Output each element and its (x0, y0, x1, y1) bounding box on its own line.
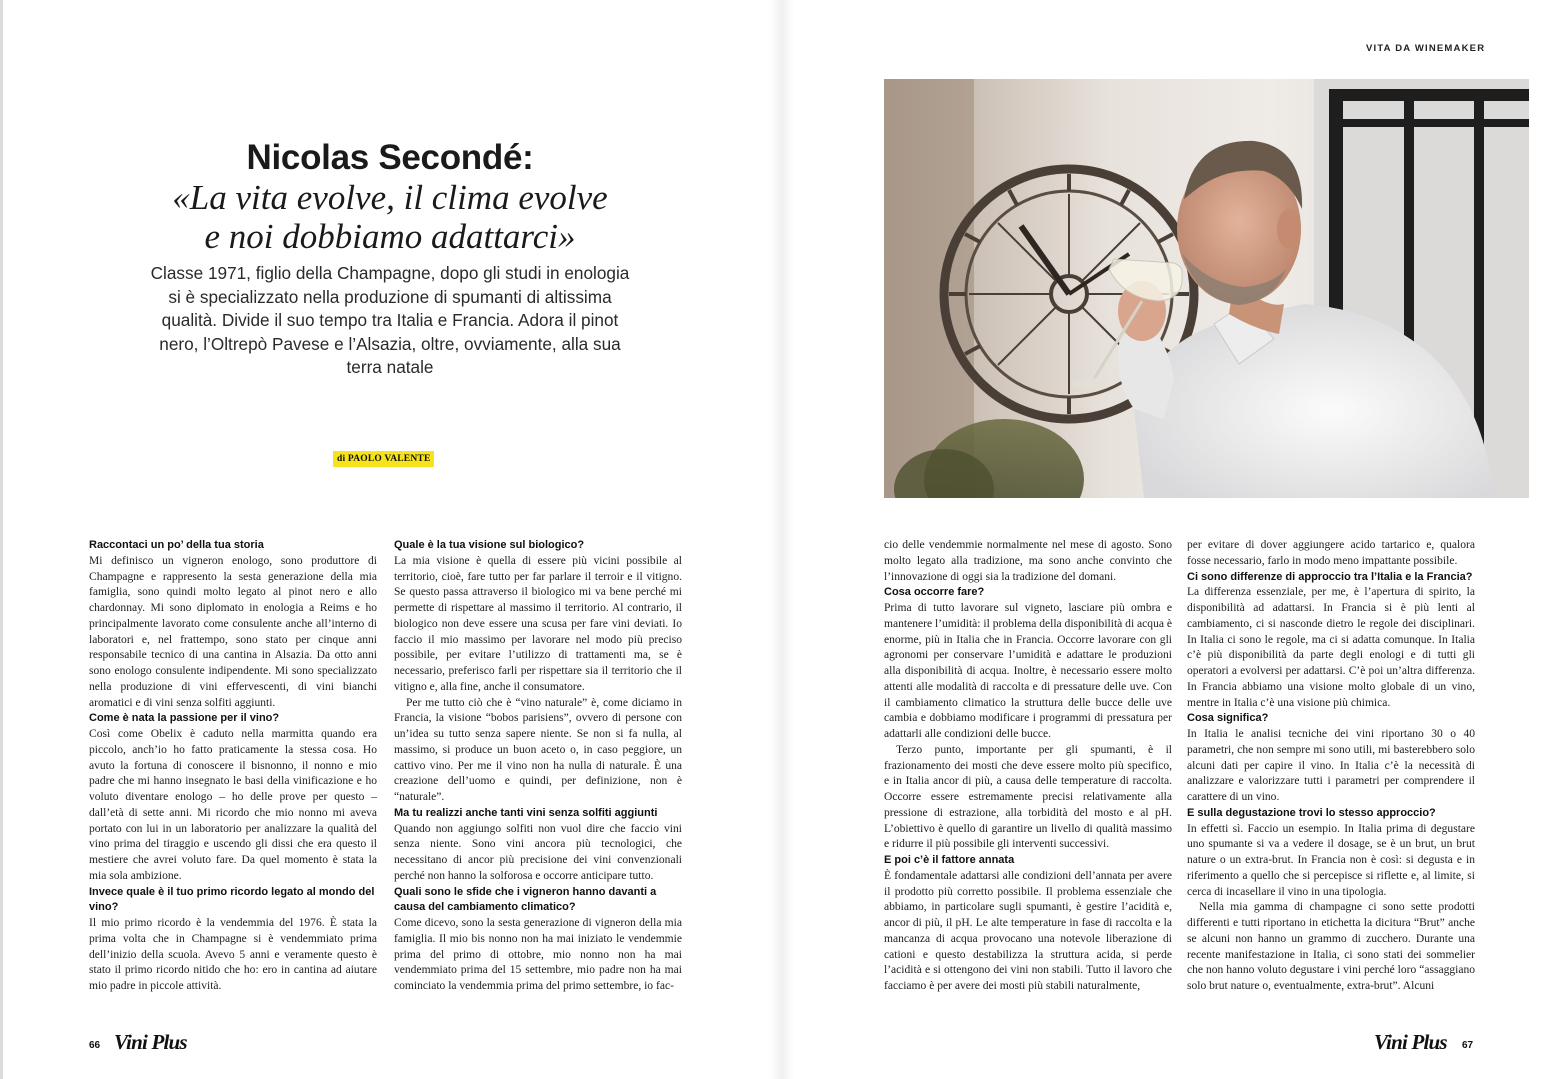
answer-paragraph: Terzo punto, importante per gli spumanti, è il frazionamento dei mosti che deve essere molto più specifico, e in Italia ancor di più, a causa delle temperature di raccolta. Occorre essere estremamente precisi relativamente alla pressione di estrazione, alla torbidità del mosto e al pH. L’obiettivo è quello di garantire un livello di qualità massimo e ridurre il più possibile gli interventi successivi. (884, 743, 1172, 851)
answer-paragraph: per evitare di dover aggiungere acido tartarico e, qualora fosse necessario, farlo in modo meno impattante possibile. (1187, 539, 1475, 567)
answer-paragraph: È fondamentale adattarsi alle condizioni dell’annata per avere il prodotto più corretto possibile. Il problema essenziale che abbiamo, in particolare sugli spumanti, è gestire l’acidità e, ancor di più, il pH. Le alte temperature in fase di raccolta e la mancanza di acqua provocano una notevole liberazione di cationi e questo destabilizza la struttura acida, si perde l’acidità e si ottengono dei vini non stabili. Tutto il lavoro che facciamo è per avere dei mosti più stabili naturalmente, (884, 869, 1172, 992)
article-title-block (120, 138, 660, 256)
question-heading: E poi c’è il fattore annata (884, 854, 1015, 866)
answer-paragraph: Nella mia gamma di champagne ci sono sette prodotti differenti e tutti riportano in etichetta la dicitura “Brut” anche se alcuni non hanno un grammo di zucchero. Durante una recente manifestazione in Italia, ci sono stati dei sommelier che non hanno voluto degustare i vini perché loro “assaggiano solo brut nature o, eventualmente, extra-brut”. Alcuni (1187, 901, 1475, 992)
text-column-4 (1187, 538, 1475, 995)
question-heading: Invece quale è il tuo primo ricordo legato al mondo del vino? (89, 885, 375, 914)
magazine-logo-left: Vini Plus (114, 1030, 187, 1054)
question-heading: Raccontaci un po’ della tua storia (89, 539, 264, 551)
text-column-2 (394, 538, 682, 995)
page-number-left: 66 (89, 1040, 101, 1051)
question-heading: Cosa significa? (1187, 712, 1269, 725)
magazine-logo-right: Vini Plus (1374, 1030, 1447, 1054)
article-standfirst (150, 262, 630, 380)
answer-paragraph: La differenza essenziale, per me, è l’apertura di spirito, la disponibilità ad adattarsi. In Francia si è più lenti al cambiamento, ci si nasconde dietro le regole dei disciplinari. In Italia ci sono le regole, ma ci si adatta comunque. In Italia c’è più disponibilità da parte degli enologi e di tutti gli operatori a evolversi per adattarsi. C’è poi un’altra differenza. In Francia abbiamo una visione molto globale di un vino, mentre in Italia c’è una visione più chimica. (1187, 586, 1475, 709)
answer-paragraph: Quando non aggiungo solfiti non vuol dire che faccio vini senza niente. Sono vini ancora più tecnologici, che necessitano di ancor più precisione dei vini convenzionali perché non hanno la solforosa e occorre anticipare tutto. (394, 822, 682, 882)
man-tasting-wine-photo (884, 79, 1529, 498)
answer-paragraph: Per me tutto ciò che è “vino naturale” è, come diciamo in Francia, la visione “bobos parisiens”, ovvero di persone con un’idea su tutto senza sapere niente. Se non si fa nulla, al massimo, si produce un buon aceto o, in caso peggiore, un cattivo vino. Per me il vino non ha nulla di naturale. È una creazione dell’uomo e quindi, per definizione, non è “naturale”. (394, 696, 682, 803)
article-title: Nicolas Secondé: (246, 138, 534, 177)
question-heading: Cosa occorre fare? (884, 586, 985, 599)
author-byline: di PAOLO VALENTE (333, 451, 434, 467)
answer-paragraph: Come dicevo, sono la sesta generazione di vigneron della mia famiglia. Il mio bis nonno non ha mai iniziato le vendemmie prima del primo di ottobre, mio nonno non ha mai vendemmiato prima del 15 settembre, mio padre non ha mai cominciato la vendemmia prima del primo settembre, io fac- (394, 917, 682, 992)
answer-paragraph: In Italia le analisi tecniche dei vini riportano 30 o 40 parametri, che non sempre mi sono utili, mi basterebbero solo alcuni dati per capire il vino. In Italia c’è la necessità di analizzare e valorizzare tutti i parametri per comprendere il carattere di un vino. (1187, 728, 1475, 803)
section-label: VITA DA WINEMAKER (1366, 43, 1486, 54)
article-title-quote-line2: e noi dobbiamo adattarci» (204, 217, 576, 256)
question-heading: Come è nata la passione per il vino? (89, 712, 280, 725)
text-column-1 (89, 538, 377, 995)
answer-paragraph: In effetti sì. Faccio un esempio. In Italia prima di degustare uno spumante si va a vedere il dosage, se è un brut, un brut nature o un extra-brut. In Francia non è così: si degusta e in riferimento a quello che si percepisce si riflette e, al limite, si cerca di incasellare il vino in una tipologia. (1187, 822, 1475, 898)
answer-paragraph: Il mio primo ricordo è la vendemmia del 1976. È stata la prima volta che in Champagne si è vendemmiato prima dell’inizio della scuola. Avevo 5 anni e veramente questo è stato il primo ricordo nitido che ho: ero in cantina ad aiutare mio padre in piccole attività. (89, 917, 377, 992)
answer-paragraph: La mia visione è quella di essere più vicini possibile al territorio, cioè, fare tutto per far parlare il terroir e il vitigno. Se questo passa attraverso il biologico mi va bene perché mi permette di rispettare al massimo il territorio. Al contrario, il biologico non deve essere una scusa per fare vini deviati. Io faccio il mio massimo per lavorare nel modo più preciso possibile, per evitare l’utilizzo di trattamenti ma, se è necessario, preferisco farli per rispettare sia il territorio che il vitigno e, alla fine, anche il consumatore. (394, 554, 682, 693)
answer-paragraph: cio delle vendemmie normalmente nel mese di agosto. Sono molto legato alla tradizione, ma sono anche convinto che l’innovazione di oggi sia la tradizione del domani. (884, 539, 1172, 583)
answer-paragraph: Mi definisco un vigneron enologo, sono produttore di Champagne e rappresento la sesta generazione della mia famiglia, sono quindi molto legato al pinot nero e allo chardonnay. Mi sono diplomato in enologia a Reims e ho principalmente lavorato come consulente anche all’interno di laboratori e, nel frattempo, sono stato per cinque anni responsabile tecnico di una cantina in Alsazia. Da otto anni sono enologo consulente indipendente. Mi sono specializzato nella produzione di vini effervescenti, di vini bianchi aromatici e di vini senza solfiti aggiunti. (89, 554, 377, 709)
question-heading: Quali sono le sfide che i vigneron hanno davanti a causa del cambiamento climatico? (394, 885, 657, 914)
question-heading: E sulla degustazione trovi lo stesso approccio? (1187, 806, 1436, 819)
question-heading: Ma tu realizzi anche tanti vini senza solfiti aggiunti (394, 806, 658, 819)
question-heading: Quale è la tua visione sul biologico? (394, 539, 585, 551)
question-heading: Ci sono differenze di approccio tra l’Italia e la Francia? (1187, 570, 1473, 583)
answer-paragraph: Così come Obelix è caduto nella marmitta quando era piccolo, anch’io ho fatto praticamente la stessa cosa. Ho avuto la fortuna di conoscere il bisnonno, il nonno e mio padre che mi hanno insegnato le basi della vinificazione e ho voluto diventare enologo – ho delle prove per questo – dall’età di sette anni. Mi ricordo che mio nonno mi aveva portato con lui in un laboratorio per analizzare la qualità del vino prima del tiraggio e uscendo gli dissi che era questo il mestiere che avrei voluto fare. Da quel momento è stata la mia sola ambizione. (89, 728, 377, 882)
text-column-3 (884, 538, 1172, 995)
page-number-right: 67 (1462, 1040, 1474, 1051)
article-title-quote-line1: «La vita evolve, il clima evolve (172, 178, 608, 217)
standfirst-text: Classe 1971, figlio della Champagne, dopo gli studi in enologia si è specializzato nella produzione di spumanti di altissima qualità. Divide il suo tempo tra Italia e Francia. Adora il pinot nero, l’Oltrepò Pavese e l’Alsazia, oltre, ovviamente, alla sua terra natale (150, 263, 630, 377)
answer-paragraph: Prima di tutto lavorare sul vigneto, lasciare più ombra e mantenere l’umidità: il problema della disponibilità di acqua è enorme, più in Italia che in Francia. Occorre lavorare con gli agronomi per conservare l’umidità e adattare le produzioni alla disponibilità di acqua. Inoltre, è necessario essere molto attenti alle modalità di raccolta e di pressature delle uve. Con il cambiamento climatico la struttura delle bucce delle uve cambia e dobbiamo modificare i programmi di pressatura per adattarli alle condizioni delle bucce. (884, 602, 1172, 740)
